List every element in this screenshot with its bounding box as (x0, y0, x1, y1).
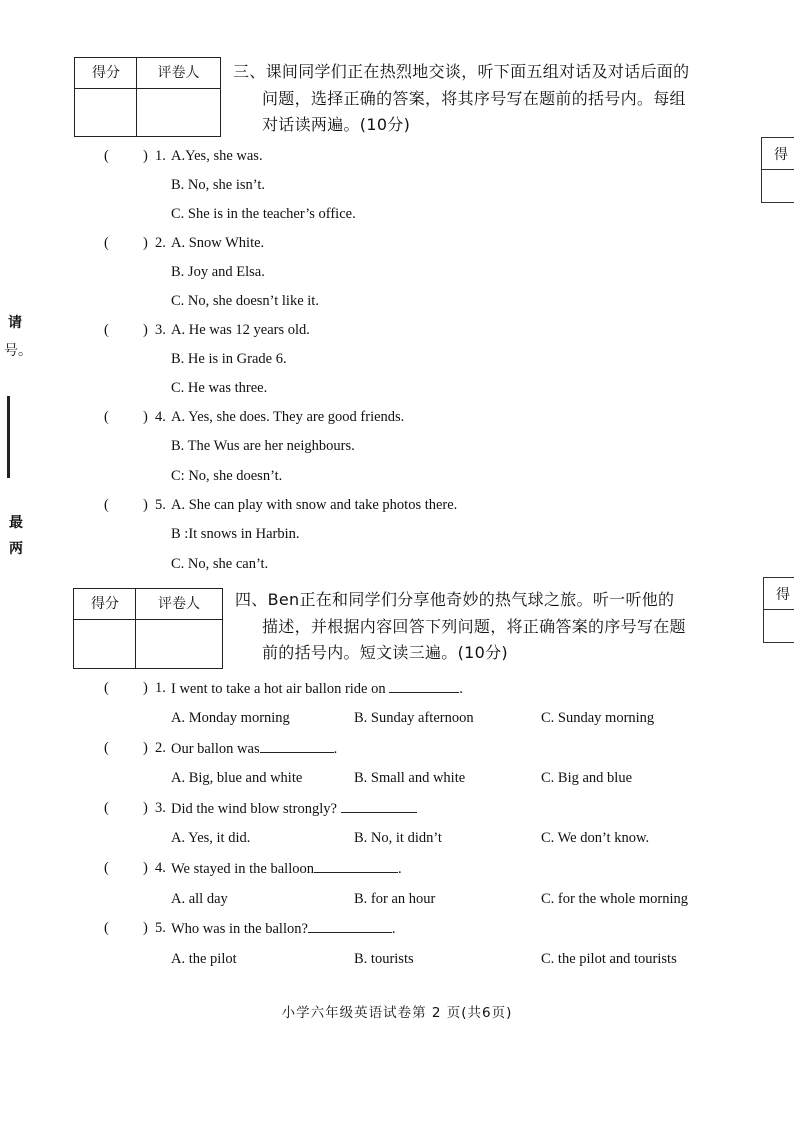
s4-q5-text: Who was in the ballon? (171, 921, 308, 937)
answer-blank-s4-q5[interactable] (112, 920, 142, 938)
s4-q3-text: Did the wind blow strongly? (171, 801, 337, 817)
section3-title-line2: 问题，选择正确的答案，将其序号写在题前的括号内。每组 (262, 89, 686, 108)
s3-q4-option-a: A. Yes, she does. They are good friends. (171, 409, 405, 425)
s4-q5-question (171, 920, 396, 938)
score-box-section4 (73, 588, 223, 669)
s3-q4-option-b: B. The Wus are her neighbours. (171, 438, 355, 454)
s4-q4-option-b: B. for an hour (354, 891, 436, 907)
right-score-box-fragment-1 (761, 137, 794, 203)
answer-paren-close: ) (143, 860, 148, 876)
section4-title-line3: 前的括号内。短文读三遍。(10分) (262, 643, 508, 662)
margin-binding-line (7, 396, 10, 478)
section4-title-line1: 四、Ben正在和同学们分享他奇妙的热气球之旅。听一听他的 (235, 590, 675, 609)
fill-blank[interactable] (389, 680, 459, 693)
s3-q5-number: 5. (155, 497, 166, 513)
right-fragment-char: 得 (776, 587, 790, 603)
answer-paren-close: ) (143, 235, 148, 251)
answer-blank-s3-q2[interactable] (112, 235, 142, 253)
s4-q1-option-b: B. Sunday afternoon (354, 710, 474, 726)
answer-blank-s3-q3[interactable] (112, 322, 142, 340)
s4-q4-text: We stayed in the balloon (171, 861, 314, 877)
s3-q1-option-b: B. No, she isn’t. (171, 177, 265, 193)
answer-paren-close: ) (143, 680, 148, 696)
s4-q1-option-a: A. Monday morning (171, 710, 290, 726)
grader-label: 评卷人 (137, 58, 220, 89)
s3-q3-option-a: A. He was 12 years old. (171, 322, 310, 338)
answer-paren-open: ( (104, 800, 109, 816)
s4-q2-text: Our ballon was (171, 741, 260, 757)
s4-q2-number: 2. (155, 740, 166, 756)
s4-q1-tail: . (459, 681, 463, 697)
s4-q2-question (171, 740, 337, 758)
grader-label: 评卷人 (136, 589, 222, 620)
s3-q2-number: 2. (155, 235, 166, 251)
s3-q5-option-a: A. She can play with snow and take photos there. (171, 497, 458, 513)
answer-paren-close: ) (143, 920, 148, 936)
answer-paren-open: ( (104, 409, 109, 425)
answer-paren-open: ( (104, 322, 109, 338)
s4-q4-number: 4. (155, 860, 166, 876)
s3-q4-number: 4. (155, 409, 166, 425)
answer-paren-open: ( (104, 235, 109, 251)
margin-char-zui: 最 (9, 515, 23, 531)
s4-q3-option-b: B. No, it didn’t (354, 830, 442, 846)
score-label: 得分 (75, 58, 137, 89)
s4-q2-option-a: A. Big, blue and white (171, 770, 303, 786)
s4-q3-option-c: C. We don’t know. (541, 830, 650, 846)
s4-q4-option-a: A. all day (171, 891, 228, 907)
s4-q3-question (171, 800, 417, 818)
s3-q5-option-c: C. No, she can’t. (171, 556, 269, 572)
s3-q3-option-b: B. He is in Grade 6. (171, 351, 287, 367)
s4-q4-option-c: C. for the whole morning (541, 891, 688, 907)
answer-blank-s3-q5[interactable] (112, 497, 142, 515)
answer-blank-s4-q3[interactable] (112, 800, 142, 818)
s4-q1-option-c: C. Sunday morning (541, 710, 655, 726)
answer-paren-close: ) (143, 800, 148, 816)
right-score-box-fragment-2 (763, 577, 794, 643)
s3-q1-number: 1. (155, 148, 166, 164)
margin-char-hao: 号。 (4, 343, 32, 359)
answer-paren-open: ( (104, 920, 109, 936)
score-label: 得分 (74, 589, 136, 620)
answer-paren-open: ( (104, 680, 109, 696)
right-fragment-char: 得 (774, 147, 788, 163)
s3-q3-number: 3. (155, 322, 166, 338)
s4-q2-option-b: B. Small and white (354, 770, 466, 786)
s4-q3-option-a: A. Yes, it did. (171, 830, 251, 846)
s3-q2-option-b: B. Joy and Elsa. (171, 264, 265, 280)
s3-q2-option-c: C. No, she doesn’t like it. (171, 293, 319, 309)
answer-blank-s3-q1[interactable] (112, 148, 142, 166)
s3-q1-option-c: C. She is in the teacher’s office. (171, 206, 356, 222)
s4-q5-option-b: B. tourists (354, 951, 414, 967)
answer-paren-close: ) (143, 497, 148, 513)
section4-title-line2: 描述，并根据内容回答下列问题，将正确答案的序号写在题 (262, 617, 686, 636)
s3-q2-option-a: A. Snow White. (171, 235, 265, 251)
answer-paren-close: ) (143, 148, 148, 164)
answer-paren-close: ) (143, 322, 148, 338)
answer-blank-s4-q2[interactable] (112, 740, 142, 758)
answer-blank-s4-q1[interactable] (112, 680, 142, 698)
s4-q2-tail: . (333, 741, 338, 757)
s4-q5-number: 5. (155, 920, 166, 936)
grader-input-cell[interactable] (137, 621, 222, 668)
score-box-section3 (74, 57, 221, 137)
fill-blank[interactable] (260, 740, 334, 753)
s3-q4-option-c: C: No, she doesn’t. (171, 468, 283, 484)
grader-input-cell[interactable] (138, 90, 220, 136)
s4-q3-number: 3. (155, 800, 166, 816)
fill-blank[interactable] (314, 860, 398, 873)
s4-q4-tail: . (398, 861, 402, 877)
answer-paren-open: ( (104, 497, 109, 513)
answer-paren-close: ) (143, 740, 148, 756)
score-input-cell[interactable] (75, 90, 137, 136)
s4-q2-option-c: C. Big and blue (541, 770, 633, 786)
fill-blank[interactable] (308, 920, 392, 933)
s4-q1-text: I went to take a hot air ballon ride on (171, 681, 386, 697)
fill-blank[interactable] (341, 800, 417, 813)
answer-paren-close: ) (143, 409, 148, 425)
answer-paren-open: ( (104, 148, 109, 164)
score-input-cell[interactable] (74, 621, 136, 668)
s4-q5-tail: . (391, 921, 396, 937)
s4-q4-question (171, 860, 402, 878)
s4-q1-number: 1. (155, 680, 166, 696)
s3-q1-option-a: A.Yes, she was. (171, 148, 263, 164)
s4-q1-question (171, 680, 463, 698)
s3-q3-option-c: C. He was three. (171, 380, 268, 396)
s4-q5-option-c: C. the pilot and tourists (541, 951, 677, 967)
answer-paren-open: ( (104, 860, 109, 876)
answer-blank-s4-q4[interactable] (112, 860, 142, 878)
section3-title-line1: 三、课间同学们正在热烈地交谈，听下面五组对话及对话后面的 (233, 62, 690, 81)
s4-q5-option-a: A. the pilot (171, 951, 237, 967)
s3-q5-option-b: B :It snows in Harbin. (171, 526, 300, 542)
margin-char-qing: 请 (8, 315, 22, 331)
answer-blank-s3-q4[interactable] (112, 409, 142, 427)
margin-char-liang: 两 (9, 541, 23, 557)
page-footer: 小学六年级英语试卷第 2 页(共6页) (281, 1005, 513, 1021)
answer-paren-open: ( (104, 740, 109, 756)
section3-title-line3: 对话读两遍。(10分) (262, 115, 411, 134)
